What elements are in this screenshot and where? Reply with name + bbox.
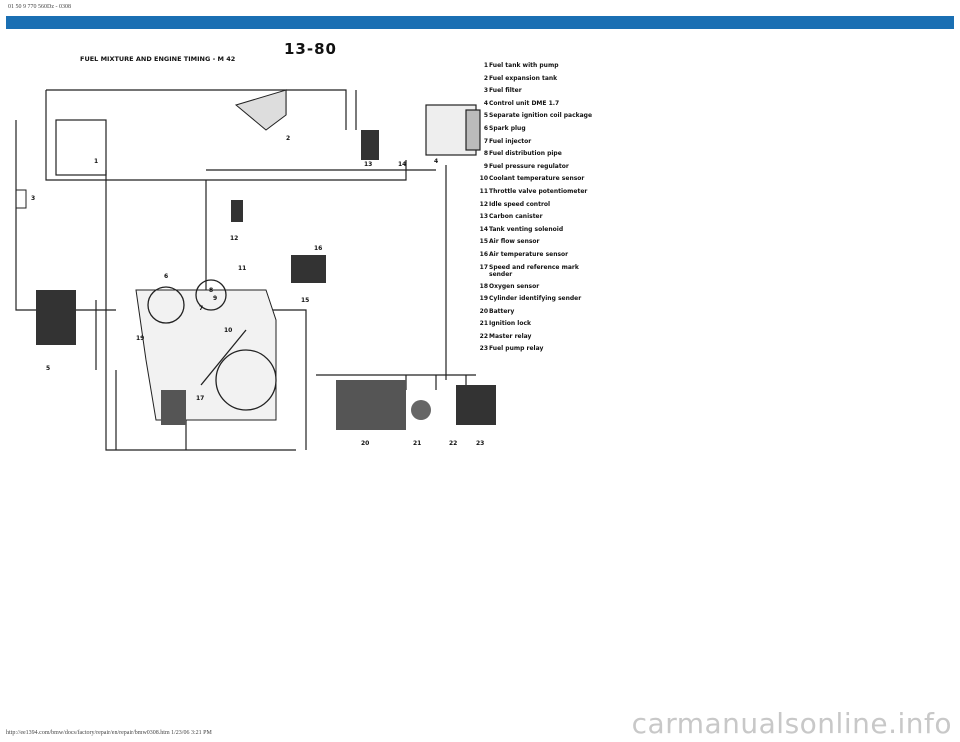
legend-item: 7 Fuel injector: [483, 137, 532, 145]
callout-2: 2: [286, 135, 291, 142]
legend-item: 12 Idle speed control: [479, 200, 551, 208]
watermark: carmanualsonline.info: [631, 707, 952, 740]
callout-5: 5: [46, 365, 51, 372]
legend-item: 13 Carbon canister: [479, 213, 543, 221]
callout-15: 15: [301, 297, 310, 304]
document-id: 01 50 9 770 560Dz - 0308: [8, 4, 71, 10]
legend-item: 21 Ignition lock: [479, 320, 531, 328]
legend-item: 15 Air flow sensor: [479, 238, 540, 246]
callout-19: 19: [136, 335, 145, 342]
legend-item: 4 Control unit DME 1.7: [483, 99, 560, 107]
callout-10: 10: [224, 327, 233, 334]
callout-14: 14: [398, 161, 407, 168]
callout-12: 12: [230, 235, 239, 242]
legend-item: 11 Throttle valve potentiometer: [479, 187, 588, 195]
component-legend: [476, 62, 616, 358]
legend-item: 6 Spark plug: [483, 124, 526, 132]
legend-item: 2 Fuel expansion tank: [483, 74, 558, 82]
callout-13: 13: [364, 161, 373, 168]
legend-item: 1 Fuel tank with pump: [483, 62, 559, 69]
callout-6: 6: [164, 273, 169, 280]
legend-item: 16 Air temperature sensor: [479, 250, 569, 258]
legend-item: 22 Master relay: [479, 332, 532, 340]
callout-1: 1: [94, 158, 99, 165]
callout-16: 16: [314, 245, 323, 252]
footer-url: http://ee1394.com/bmw/docs/factory/repair/en/repair/bmw0308.htm 1/23/06 3:21 PM: [6, 730, 212, 736]
callout-11: 11: [238, 265, 247, 272]
callout-17: 17: [196, 395, 205, 402]
callout-7: 7: [199, 305, 204, 312]
legend-item: 10 Coolant temperature sensor: [479, 175, 585, 183]
callout-4: 4: [434, 158, 439, 165]
callout-21: 21: [413, 440, 422, 447]
legend-item: 8 Fuel distribution pipe: [483, 150, 562, 158]
legend-item: 9 Fuel pressure regulator: [483, 162, 569, 170]
page-number: 13-80: [284, 40, 337, 58]
legend-item: 23 Fuel pump relay: [479, 345, 544, 353]
legend-item: 14 Tank venting solenoid: [479, 225, 564, 233]
diagram-title: FUEL MIXTURE AND ENGINE TIMING - M 42: [80, 55, 236, 63]
legend-item: 19 Cylinder identifying sender: [479, 295, 582, 303]
callout-22: 22: [449, 440, 458, 447]
callout-23: 23: [476, 440, 485, 447]
legend-item: 3 Fuel filter: [483, 87, 522, 95]
legend-item: 20 Battery: [479, 307, 515, 315]
legend-item: 17 Speed and reference mark sender: [479, 263, 579, 278]
callout-9: 9: [213, 295, 218, 302]
legend-item: 18 Oxygen sensor: [479, 282, 540, 290]
callout-8: 8: [209, 287, 214, 294]
callout-3: 3: [31, 195, 36, 202]
legend-item: 5 Separate ignition coil package: [483, 112, 593, 120]
callout-20: 20: [361, 440, 370, 447]
header-bar: [6, 16, 954, 29]
